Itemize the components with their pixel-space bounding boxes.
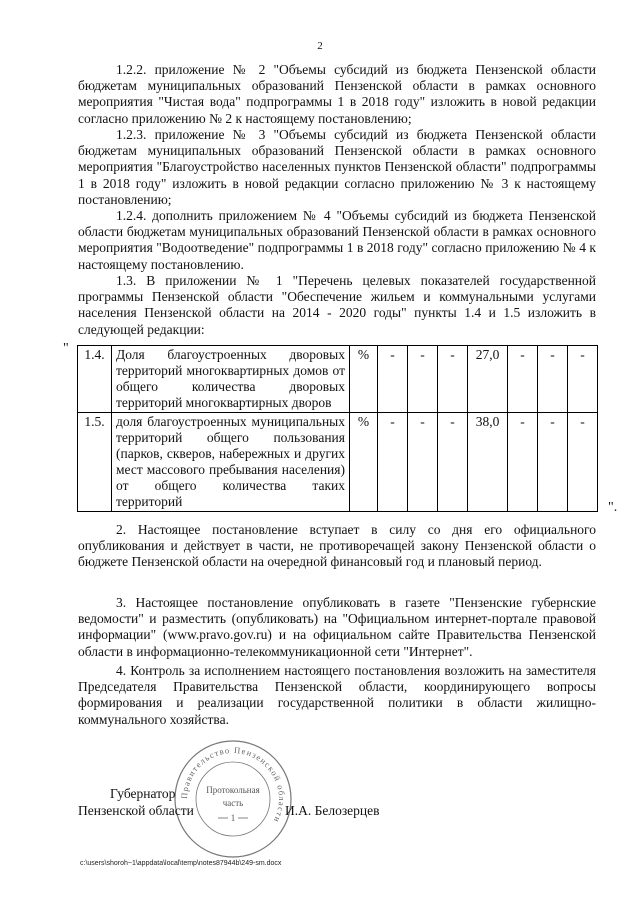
opening-quote: " bbox=[63, 341, 69, 356]
value-cell: - bbox=[568, 346, 598, 413]
value-cell: - bbox=[568, 413, 598, 512]
value-cell: 27,0 bbox=[468, 346, 508, 413]
indicator-name: Доля благоустроенных дворовых территорий многоквартирных домов от общего количества дворовых территорий многоквартирных дворов bbox=[112, 346, 350, 413]
value-cell: - bbox=[538, 346, 568, 413]
value-cell: - bbox=[438, 413, 468, 512]
stamp-ring-text: Правительство Пензенской области bbox=[178, 744, 288, 825]
row-number: 1.5. bbox=[78, 413, 112, 512]
value-cell: - bbox=[378, 413, 408, 512]
unit-cell: % bbox=[350, 413, 378, 512]
paragraph-3: 3. Настоящее постановление опубликовать в газете "Пензенские губернские ведомости" и разместить (опубликовать) на "Официальном интернет-портале правовой информации" (www.pravo.gov.ru) и на официальном сайте Правительства Пензенской области в информационно-телекоммуникационной сети "Интернет". bbox=[78, 595, 596, 659]
paragraph-2: 2. Настоящее постановление вступает в силу со дня его официального опубликования и действует в части, не противоречащей закону Пензенской области о бюджете Пензенской области на очередной финансовый год и плановый период. bbox=[78, 522, 596, 570]
value-cell: - bbox=[538, 413, 568, 512]
value-cell: - bbox=[408, 413, 438, 512]
value-cell: - bbox=[508, 413, 538, 512]
value-cell: - bbox=[508, 346, 538, 413]
indicators-table bbox=[77, 345, 598, 512]
table-row bbox=[78, 413, 598, 512]
closing-quote: ". bbox=[608, 500, 618, 515]
stamp-center-line1: Протокольная bbox=[206, 785, 260, 795]
paragraph-4: 4. Контроль за исполнением настоящего постановления возложить на заместителя Председателя Правительства Пензенской области, координирующего вопросы формирования и реализации государственной политики в области жилищно-коммунального хозяйства. bbox=[78, 663, 596, 727]
footer-file-path: c:\users\shoroh~1\appdata\local\temp\notes87944b\249-sm.docx bbox=[80, 860, 282, 867]
stamp-center-line2: часть bbox=[222, 798, 244, 808]
indicator-name: доля благоустроенных муниципальных территорий общего пользования (парков, скверов, набережных и других мест массового пребывания населения) от общего количества таких территорий bbox=[112, 413, 350, 512]
row-number: 1.4. bbox=[78, 346, 112, 413]
value-cell: 38,0 bbox=[468, 413, 508, 512]
unit-cell: % bbox=[350, 346, 378, 413]
paragraph-1-2-3: 1.2.3. приложение № 3 "Объемы субсидий из бюджета Пензенской области бюджетам муниципальных образований Пензенской области в рамках основного мероприятия "Благоустройство населенных пунктов Пензенской области" подпрограммы 1 в 2018 году" изложить в новой редакции согласно приложению № 3 к настоящему постановлению; bbox=[78, 127, 596, 207]
signature-name: И.А. Белозерцев bbox=[285, 803, 380, 818]
value-cell: - bbox=[438, 346, 468, 413]
paragraph-1-3: 1.3. В приложении № 1 "Перечень целевых показателей государственной программы Пензенской области "Обеспечение жильем и коммунальными услугами населения Пензенской области на 2014 - 2020 годы" пункты 1.4 и 1.5 изложить в следующей редакции: bbox=[78, 273, 596, 337]
stamp-number: 1 bbox=[230, 813, 236, 823]
paragraph-1-2-2: 1.2.2. приложение № 2 "Объемы субсидий из бюджета Пензенской области бюджетам муниципальных образований Пензенской области в рамках основного мероприятия "Чистая вода" подпрограммы 1 в 2018 году" изложить в новой редакции согласно приложению № 2 к настоящему постановлению; bbox=[78, 62, 596, 126]
value-cell: - bbox=[408, 346, 438, 413]
signature-title-line1: Губернатор bbox=[110, 786, 176, 801]
paragraph-1-2-4: 1.2.4. дополнить приложением № 4 "Объемы субсидий из бюджета Пензенской области бюджетам муниципальных образований Пензенской области в рамках основного мероприятия "Водоотведение" подпрограммы 1 в 2018 году" согласно приложению № 4 к настоящему постановлению. bbox=[78, 208, 596, 272]
value-cell: - bbox=[378, 346, 408, 413]
table-row bbox=[78, 346, 598, 413]
signature-title-line2: Пензенской области bbox=[78, 803, 194, 818]
page-number: 2 bbox=[317, 40, 323, 52]
